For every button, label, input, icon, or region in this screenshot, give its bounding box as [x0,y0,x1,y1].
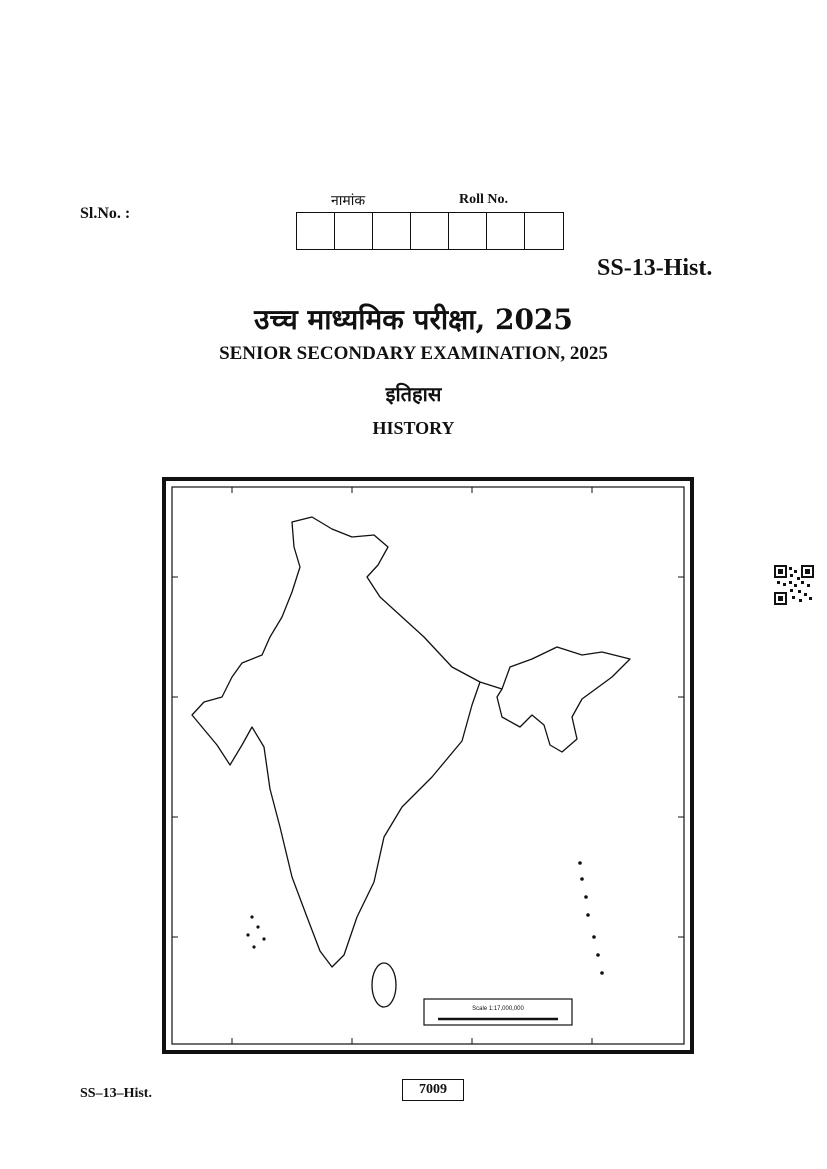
subject-english: HISTORY [372,418,455,438]
roll-number-label: Roll No. [459,192,508,207]
map-scale-text: Scale 1:17,000,000 [472,1006,524,1012]
roll-digit-box[interactable] [449,213,487,249]
namank-label: नामांक [331,193,366,209]
island-dots [246,861,603,975]
page-number-box: 7009 [402,1079,464,1101]
paper-code: SS-13-Hist. [597,255,713,281]
map-scale-bar [424,999,572,1025]
roll-digit-box[interactable] [297,213,335,249]
exam-title-english: SENIOR SECONDARY EXAMINATION, 2025 [219,343,608,364]
exam-title-hindi: उच्च माध्यमिक परीक्षा, 2025 [254,303,573,336]
india-outline-map [162,477,694,1054]
sri-lanka-outline [372,963,396,1007]
roll-digit-box[interactable] [373,213,411,249]
roll-digit-box[interactable] [487,213,525,249]
roll-digit-box[interactable] [411,213,449,249]
roll-number-boxes [296,212,564,250]
qr-code-icon [774,565,814,605]
india-mainland-outline [192,517,630,967]
map-graticule-ticks [172,487,684,1044]
roll-digit-box[interactable] [525,213,563,249]
footer-paper-code: SS–13–Hist. [80,1086,152,1101]
map-inner-frame [172,487,684,1044]
subject-hindi: इतिहास [385,382,442,406]
map-outer-frame [164,479,692,1052]
roll-digit-box[interactable] [335,213,373,249]
serial-number-label: Sl.No. : [80,205,131,222]
